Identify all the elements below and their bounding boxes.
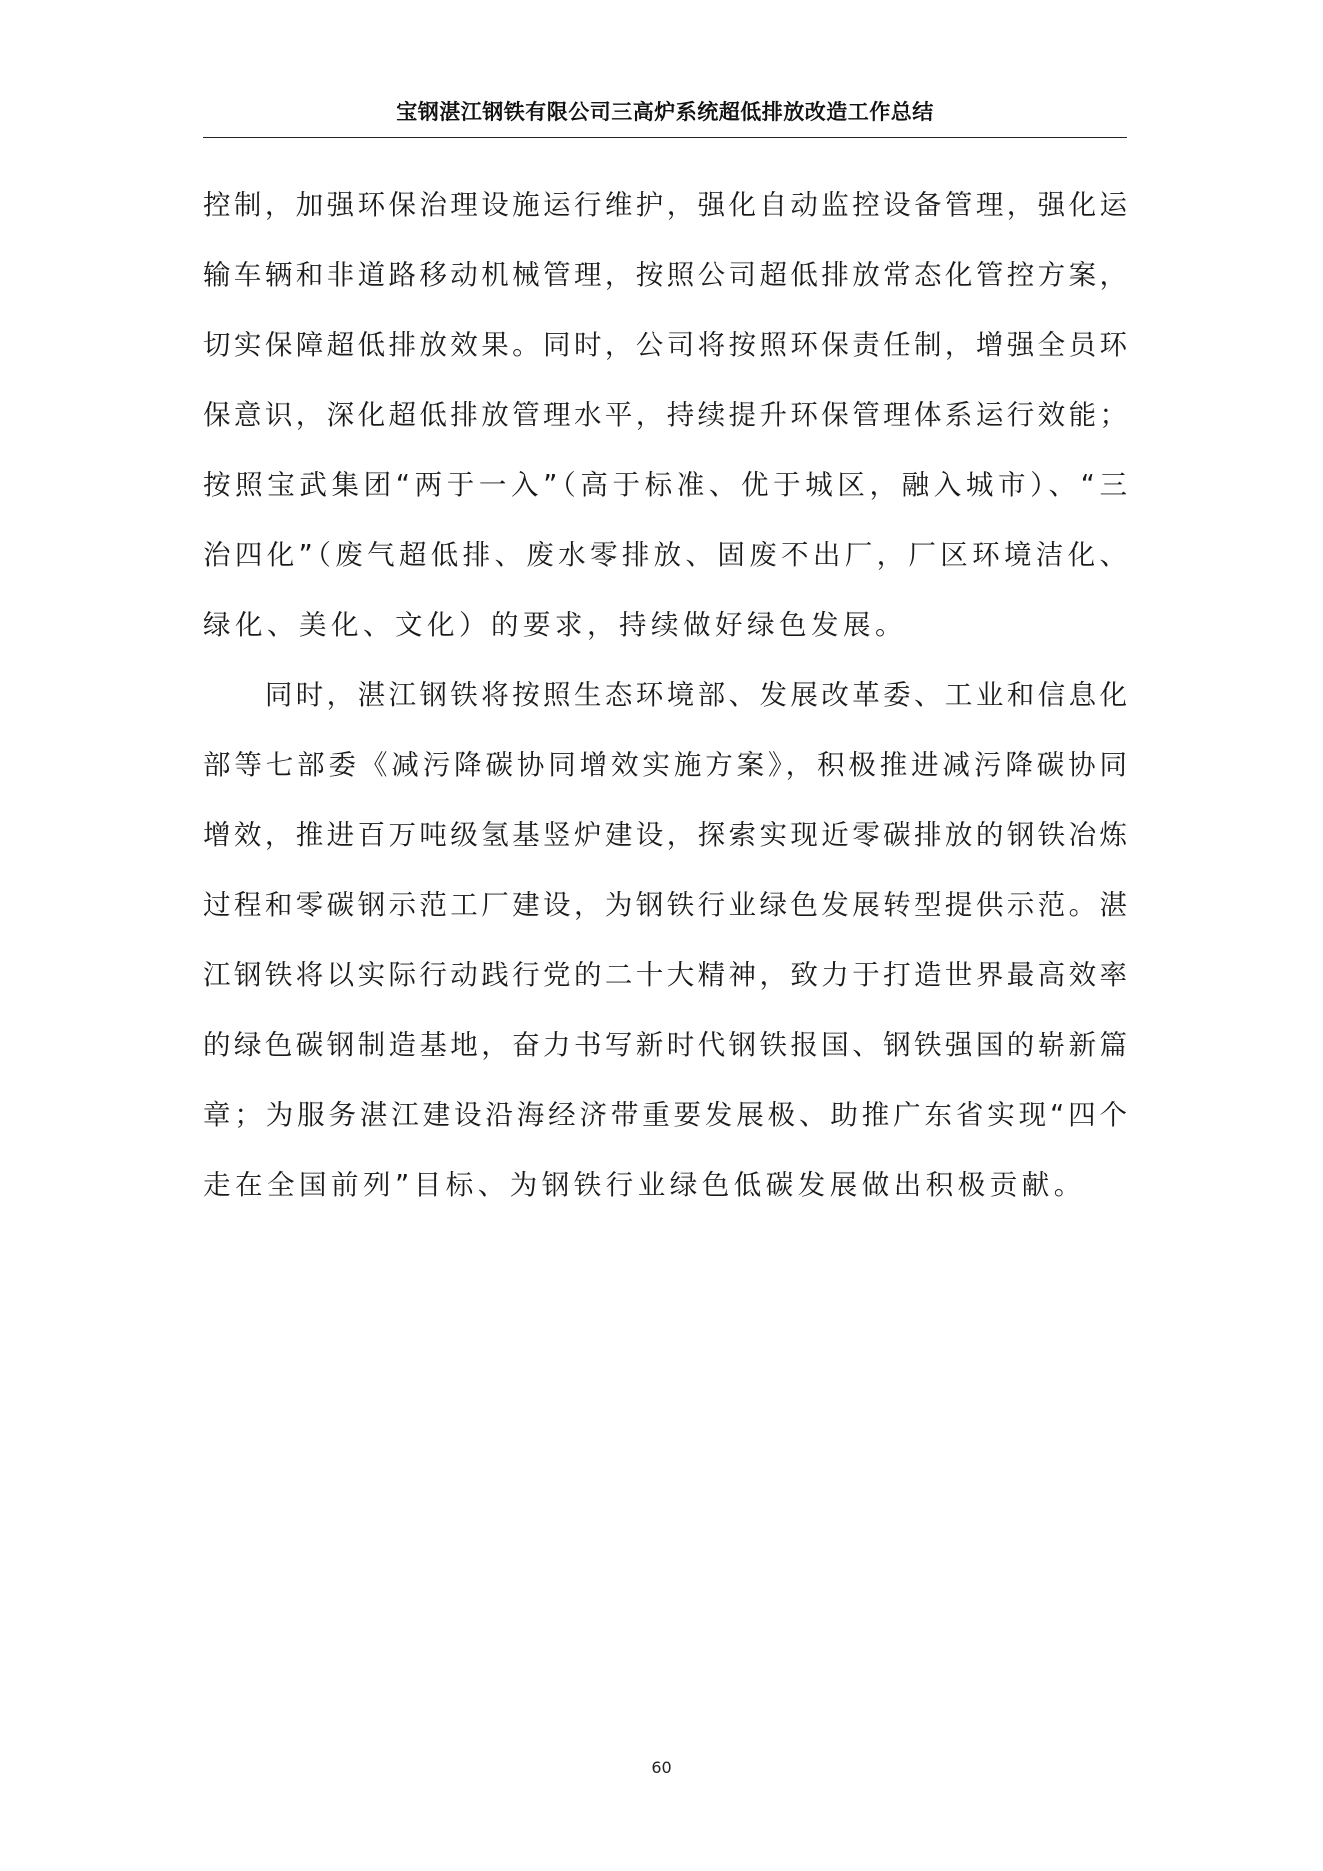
text-line: 过程和零碳钢示范工厂建设，为钢铁行业绿色发展转型提供示范。湛 [203,889,1127,921]
text-line: 部等七部委《减污降碳协同增效实施方案》，积极推进减污降碳协同 [203,749,1127,781]
text-line: 绿化、美化、文化）的要求，持续做好绿色发展。 [203,609,907,641]
text-line: 控制，加强环保治理设施运行维护，强化自动监控设备管理，强化运 [203,189,1127,221]
text-line: 按照宝武集团“两于一入”（高于标准、优于城区，融入城市）、“三 [203,469,1127,501]
body-text [203,170,1127,1220]
header-divider [203,137,1127,138]
text-line: 走在全国前列”目标、为钢铁行业绿色低碳发展做出积极贡献。 [203,1169,1086,1201]
text-line: 输车辆和非道路移动机械管理，按照公司超低排放常态化管控方案， [203,259,1127,291]
paragraph [203,170,1127,660]
text-line: 切实保障超低排放效果。同时，公司将按照环保责任制，增强全员环 [203,329,1127,361]
text-line: 江钢铁将以实际行动践行党的二十大精神，致力于打造世界最高效率 [203,959,1127,991]
text-line: 的绿色碳钢制造基地，奋力书写新时代钢铁报国、钢铁强国的崭新篇 [203,1029,1127,1061]
text-line: 同时，湛江钢铁将按照生态环境部、发展改革委、工业和信息化 [203,679,1127,711]
text-line: 保意识，深化超低排放管理水平，持续提升环保管理体系运行效能； [203,399,1127,431]
text-line: 增效，推进百万吨级氢基竖炉建设，探索实现近零碳排放的钢铁冶炼 [203,819,1127,851]
text-line: 章；为服务湛江建设沿海经济带重要发展极、助推广东省实现“四个 [203,1099,1127,1131]
page-header-title: 宝钢湛江钢铁有限公司三高炉系统超低排放改造工作总结 [396,100,934,124]
page-number: 60 [651,1758,672,1777]
text-line: 治四化”（废气超低排、废水零排放、固废不出厂，厂区环境洁化、 [203,539,1127,571]
paragraph [203,660,1127,1220]
